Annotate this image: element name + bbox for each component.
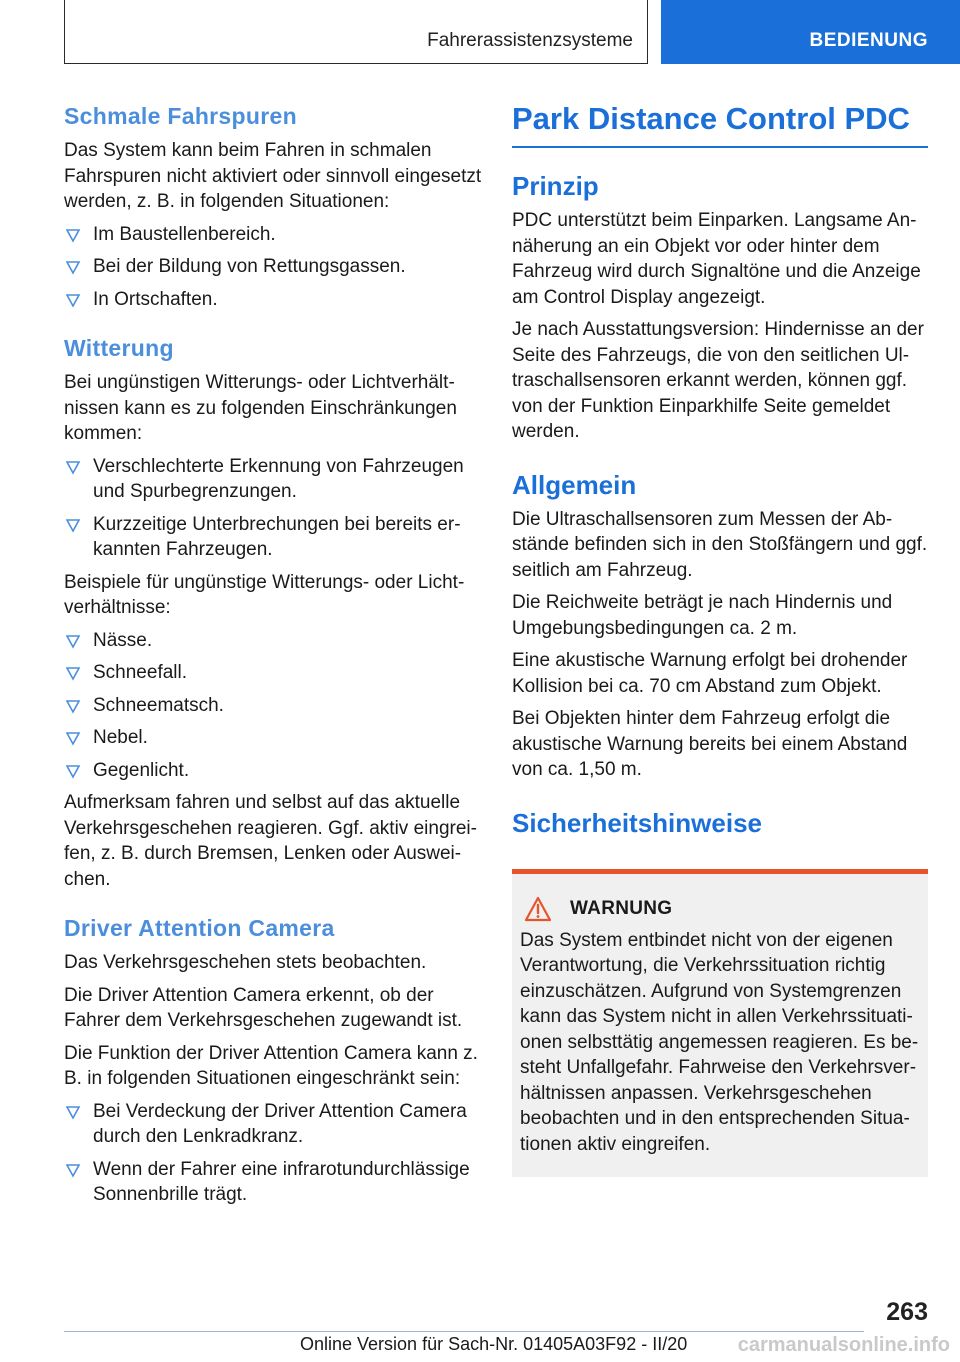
witterung-intro: Bei ungünstigen Witterungs- oder Lichtverhältnissen kann es zu folgenden Einschränkungen kommen:	[64, 372, 457, 444]
bullet-triangle-icon	[66, 663, 80, 683]
heading-park-distance-control: Park Distance Control PDC	[512, 96, 928, 148]
bullet-triangle-icon	[66, 457, 80, 477]
allgemein-paragraph-4: Bei Objekten hinter dem Fahrzeug erfolgt die akustische Warnung bereits bei einem Abstand von ca. 1,50 m.	[512, 708, 908, 780]
list-item: In Ortschaften.	[64, 287, 482, 313]
header-section-title: Fahrerassistenzsysteme	[427, 30, 633, 51]
heading-sicherheitshinweise: Sicherheitshinweise	[512, 807, 762, 838]
bullet-triangle-icon	[66, 728, 80, 748]
bullet-triangle-icon	[66, 515, 80, 535]
camera-list	[64, 1099, 482, 1208]
heading-witterung: Witterung	[64, 335, 174, 361]
allgemein-paragraph-2: Die Reichweite beträgt je nach Hindernis und Umgebungsbedingungen ca. 2 m.	[512, 592, 893, 639]
heading-prinzip: Prinzip	[512, 171, 599, 201]
camera-paragraph-2: Die Driver Attention Camera erkennt, ob der Fahrer dem Verkehrsgeschehen zugewandt ist.	[64, 984, 463, 1031]
bullet-triangle-icon	[66, 761, 80, 781]
camera-paragraph-1: Das Verkehrsgeschehen stets beobachten.	[64, 952, 427, 973]
witterung-examples-list	[64, 628, 482, 784]
list-item: Verschlechterte Erkennung von Fahrzeugen und Spurbegrenzungen.	[64, 454, 482, 505]
watermark: carmanualsonline.info	[737, 1334, 950, 1356]
prinzip-paragraph-1: PDC unterstützt beim Einparken. Langsame Annäherung an ein Objekt vor oder hinter dem Fahrzeug wird durch Signaltöne und die Anzeige am Control Display angezeigt.	[512, 210, 921, 308]
camera-paragraph-3: Die Funktion der Driver Attention Camera kann z. B. in folgenden Situationen eingeschränkt sein:	[64, 1042, 478, 1089]
footer-online-version: Online Version für Sach-Nr. 01405A03F92 - II/20	[300, 1334, 688, 1354]
list-item: Bei Verdeckung der Driver Attention Camera durch den Lenkradkranz.	[64, 1099, 482, 1150]
list-item: Gegenlicht.	[64, 758, 482, 784]
schmale-intro: Das System kann beim Fahren in schmalen Fahrspuren nicht aktiviert oder sinnvoll eingesetzt werden, z. B. in folgenden Situationen:	[64, 140, 482, 212]
allgemein-paragraph-1: Die Ultraschallsensoren zum Messen der Abstände befinden sich in den Stoßfängern und ggf. seitlich am Fahrzeug.	[512, 508, 928, 581]
schmale-list	[64, 222, 482, 313]
heading-allgemein: Allgemein	[512, 469, 637, 500]
warning-header	[520, 896, 920, 922]
header-section-tab	[64, 0, 648, 64]
right-column	[512, 96, 928, 1177]
bullet-triangle-icon	[66, 225, 80, 245]
heading-driver-attention-camera: Driver Attention Camera	[64, 915, 335, 941]
prinzip-paragraph-2: Je nach Ausstattungsversion: Hindernisse an der Seite des Fahrzeugs, die von den seitlichen Ultraschallsensoren erkannt werden, können ggf. von der Funktion Einparkhilfe Seite gemeldet werden.	[512, 319, 924, 442]
warning-box	[512, 869, 928, 1178]
list-item: Nebel.	[64, 725, 482, 751]
heading-schmale-fahrspuren: Schmale Fahrspuren	[64, 103, 297, 129]
header-chapter-tab	[661, 0, 960, 64]
list-item: Schneematsch.	[64, 693, 482, 719]
list-item: Nässe.	[64, 628, 482, 654]
header-chapter-title: BEDIENUNG	[809, 30, 928, 51]
bullet-triangle-icon	[66, 1102, 80, 1122]
list-item: Kurzzeitige Unterbrechungen bei bereits erkannten Fahrzeugen.	[64, 512, 482, 563]
bullet-triangle-icon	[66, 290, 80, 310]
witterung-examples-intro: Beispiele für ungünstige Witterungs- oder Lichtverhältnisse:	[64, 571, 465, 618]
list-item: Bei der Bildung von Rettungsgassen.	[64, 254, 482, 280]
bullet-triangle-icon	[66, 257, 80, 277]
bullet-triangle-icon	[66, 696, 80, 716]
witterung-advice: Aufmerksam fahren und selbst auf das aktuelle Verkehrsgeschehen reagieren. Ggf. aktiv eingreifen, z. B. durch Bremsen, Lenken oder Ausweichen.	[64, 792, 477, 890]
warning-triangle-icon	[524, 896, 552, 922]
left-column	[64, 100, 482, 1215]
list-item: Schneefall.	[64, 660, 482, 686]
warning-text: Das System entbindet nicht von der eigenen Verantwortung, die Verkehrssituation richtig einzuschätzen. Aufgrund von Systemgrenzen kann das System nicht in allen Verkehrssituationen selbsttätig angemessen reagieren. Es besteht Unfallgefahr. Fahrweise den Verkehrsverhältnissen anpassen. Verkehrsgeschehen beobachten und in den entsprechenden Situationen aktiv eingreifen.	[520, 929, 919, 1155]
allgemein-paragraph-3: Eine akustische Warnung erfolgt bei drohender Kollision bei ca. 70 cm Abstand zum Objekt.	[512, 650, 908, 697]
list-item: Im Baustellenbereich.	[64, 222, 482, 248]
page-number: 263	[886, 1298, 928, 1326]
witterung-list	[64, 454, 482, 563]
warning-label: WARNUNG	[570, 897, 673, 919]
list-item: Wenn der Fahrer eine infrarotundurchlässige Sonnenbrille trägt.	[64, 1157, 482, 1208]
bullet-triangle-icon	[66, 1160, 80, 1180]
footer-divider	[64, 1331, 864, 1332]
bullet-triangle-icon	[66, 631, 80, 651]
